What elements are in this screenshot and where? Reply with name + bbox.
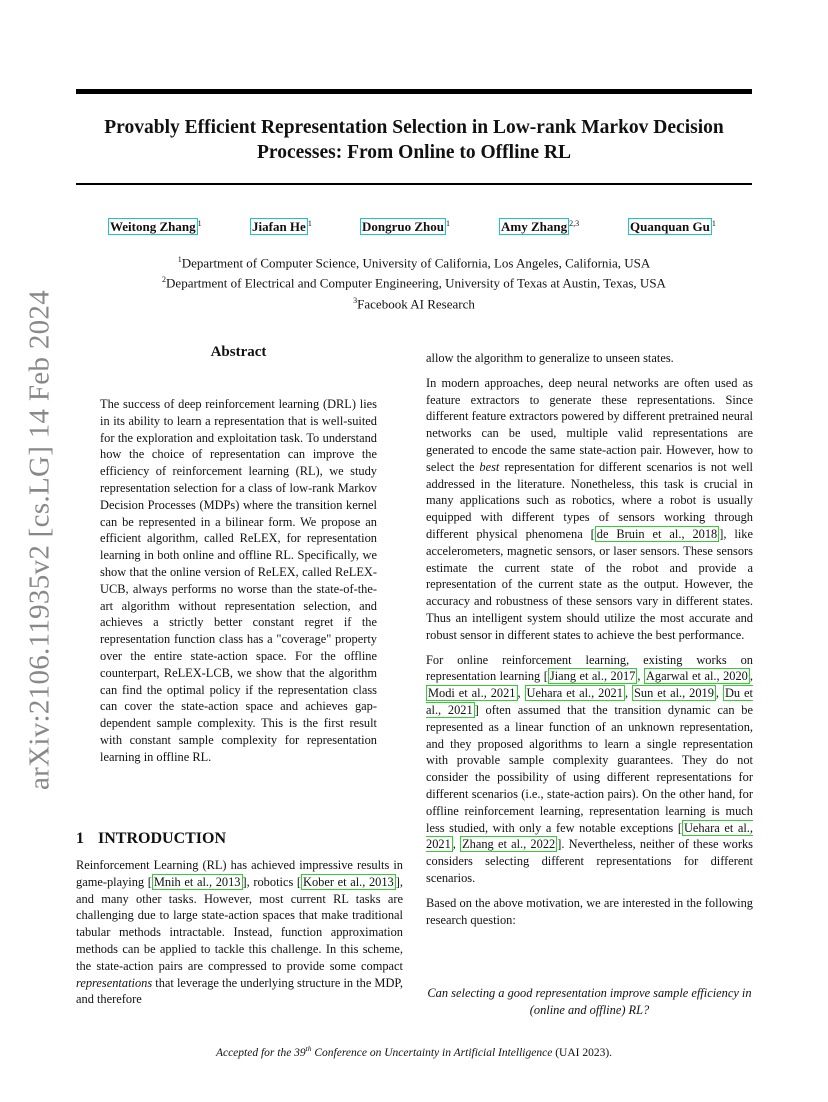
paragraph: allow the algorithm to generalize to unseen states. (426, 351, 674, 365)
paragraph: Based on the above motivation, we are interested in the following research question: (426, 895, 753, 927)
top-rule (76, 89, 752, 94)
citation-link[interactable]: Sun et al., 2019 (633, 686, 714, 701)
author-link[interactable]: Dongruo Zhou $^1$ (362, 219, 450, 235)
citation-link[interactable]: Jiang et al., 2017 (549, 669, 636, 684)
citation-link[interactable]: Kober et al., 2013 (303, 874, 394, 889)
citation-link[interactable]: Du et al., 2021 (426, 686, 753, 717)
affiliation: $^1$Department of Computer Science, University of California, Los Angeles, California, USA (177, 255, 651, 271)
right-column (426, 350, 753, 936)
abstract-text: The success of deep reinforcement learning (DRL) lies in its ability to learn a representation that is well-suited for the exploration and exploitation task. To understand how the choice of representation can improve the efficiency of reinforcement learning (RL), we study representation selection for a class of low-rank Markov Decision Processes (MDPs) where the transition kernel can be represented in a bilinear form. We propose an efficient algorithm, called ReLEX, for representation learning in both online and offline RL. Specifically, we show that the online version of ReLEX, called ReLEX-UCB, always performs no worse than the state-of-the-art algorithm without representation selection, and achieves a strictly better constant regret if the representation function class has a "coverage" property over the entire state-action space. For the offline counterpart, ReLEX-LCB, we show that the algorithm can find the optimal policy if the representation class can cover the state-action space and achieves gap-dependent sample complexity. This is the first result with constant sample complexity for representation learning in offline RL. (100, 397, 377, 764)
affiliation: $^2$Department of Electrical and Computer Engineering, University of Texas at Austin, Texas, USA (162, 275, 666, 291)
citation-link[interactable]: Zhang et al., 2022 (462, 837, 556, 852)
intro-paragraph: Reinforcement Learning (RL) has achieved impressive results in game-playing [ Mnih et al., 2013 ], robotics [ Kober et al., 2013 ], and many other tasks. However, most current RL tasks are challenging due to large state-action spaces that make traditional tabular methods intractable. Instead, function approximation methods can be applied to tackle this challenge. In this scheme, the state-action pairs are compressed to provide some compact representations that leverage the underlying structure in the MDP, and therefore (76, 858, 404, 1007)
citation-link[interactable]: Uehara et al., 2021 (526, 686, 623, 701)
title-rule (76, 183, 752, 185)
citation-link[interactable]: Mnih et al., 2013 (153, 874, 241, 889)
paragraph: In modern approaches, deep neural networks are often used as feature extractors to generate these representations. Since different feature extractors powered by different pretrained neural networks can be used, multiple valid representations are generated to encode the same state-action pair. However, how to select the best representation for different scenarios is not well addressed in the literature. Nonetheless, this task is crucial in many applications such as robotics, where a robot is usually equipped with different types of sensors working through different physical phenomena [ de Bruin et al., 2018 ], like accelerometers, magnetic sensors, or laser sensors. These sensors estimate the current state of the robot and provide a representation of the current state as the output. However, the accuracy and robustness of these sensors vary in different states. Thus an intelligent system should utilize the most accurate and robust sensor in different states to achieve the best performance. (426, 375, 753, 642)
affiliation: $^3$Facebook AI Research (353, 295, 475, 311)
research-question: Can selecting a good representation improve sample efficiency in (online and offline) RL? (427, 986, 752, 1017)
author-link[interactable]: Jiafan He $^1$ (252, 219, 312, 235)
citation-link[interactable]: Agarwal et al., 2020 (645, 669, 748, 684)
affiliations (76, 251, 752, 312)
abstract-heading: Abstract (210, 344, 267, 360)
author-link[interactable]: Amy Zhang $^{2,3}$ (501, 219, 580, 235)
footer-note: Accepted for the 39th Conference on Uncertainty in Artificial Intelligence (UAI 2023). (215, 1044, 613, 1059)
paper-title: Provably Efficient Representation Selection in Low-rank Markov Decision Processes: From Online to Offline RL (104, 117, 724, 163)
paragraph: For online reinforcement learning, existing works on representation learning [ Jiang et al., 2017 , Agarwal et al., 2020 , Modi et al., 2021 , Uehara et al., 2021 , Sun et al., 2019 , Du et al., 2021 ] often assumed that the transition dynamic can be represented as a linear function of an unknown representation, and they proposed algorithms to learn a single representation with provable sample complexity guarantees. They do not consider the possibility of using different representations for different scenarios (i.e., state-action pairs). On the other hand, for offline reinforcement learning, representation learning is much less studied, with only a few notable exceptions [ Uehara et al., 2021 , Zhang et al., 2022 ]. Nevertheless, neither of these works considers selecting different representations for different scenarios. (426, 652, 754, 885)
arxiv-identifier: arXiv:2106.11935v2 [cs.LG] 14 Feb 2024 (23, 289, 56, 791)
citation-link[interactable]: Uehara et al., 2021 (426, 820, 753, 852)
citation-link[interactable]: de Bruin et al., 2018 (596, 526, 718, 541)
author-link[interactable]: Quanquan Gu $^1$ (630, 219, 716, 235)
citation-link[interactable]: Modi et al., 2021 (428, 686, 516, 701)
author-link[interactable]: Weitong Zhang $^1$ (110, 219, 202, 235)
section-heading: 1 INTRODUCTION (76, 830, 227, 847)
